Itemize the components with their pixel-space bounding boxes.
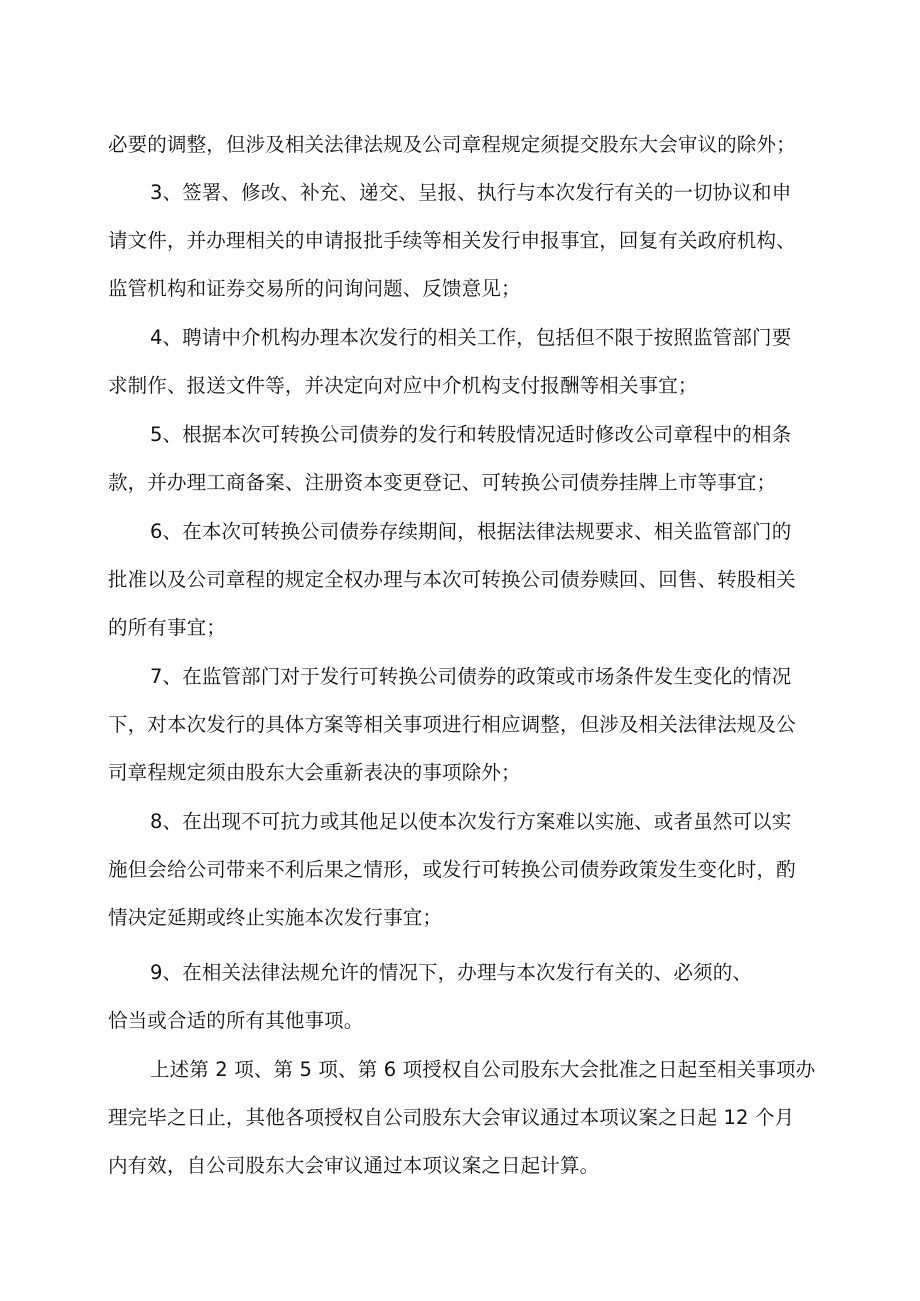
text-line: 批准以及公司章程的规定全权办理与本次可转换公司债券赎回、回售、转股相关 [108, 568, 796, 591]
summary-line: 上述第 2 项、第 5 项、第 6 项授权自公司股东大会批准之日起至相关事项办 [150, 1058, 816, 1081]
text-line: 的所有事宜； [108, 616, 226, 639]
item-4-line: 4、聘请中介机构办理本次发行的相关工作，包括但不限于按照监管部门要 [150, 326, 792, 349]
text-line: 施但会给公司带来不利后果之情形，或发行可转换公司债券政策发生变化时，酌 [108, 858, 796, 881]
text-line: 恰当或合适的所有其他事项。 [108, 1009, 364, 1032]
text-line: 监管机构和证券交易所的问询问题、反馈意见； [108, 277, 521, 300]
item-3-line: 3、签署、修改、补充、递交、呈报、执行与本次发行有关的一切协议和申 [150, 181, 792, 204]
item-6-line: 6、在本次可转换公司债券存续期间，根据法律法规要求、相关监管部门的 [150, 520, 792, 543]
text-line: 求制作、报送文件等，并决定向对应中介机构支付报酬等相关事宜； [108, 374, 698, 397]
text-line: 必要的调整，但涉及相关法律法规及公司章程规定须提交股东大会审议的除外； [108, 133, 796, 156]
text-line: 理完毕之日止，其他各项授权自公司股东大会审议通过本项议案之日起 12 个月 [108, 1106, 795, 1129]
item-9-line: 9、在相关法律法规允许的情况下，办理与本次发行有关的、必须的、 [150, 961, 753, 984]
text-line: 内有效，自公司股东大会审议通过本项议案之日起计算。 [108, 1154, 600, 1177]
item-5-line: 5、根据本次可转换公司债券的发行和转股情况适时修改公司章程中的相条 [150, 423, 792, 446]
item-7-line: 7、在监管部门对于发行可转换公司债券的政策或市场条件发生变化的情况 [150, 665, 792, 688]
text-line: 请文件，并办理相关的申请报批手续等相关发行申报事宜，回复有关政府机构、 [108, 229, 796, 252]
text-line: 款，并办理工商备案、注册资本变更登记、可转换公司债券挂牌上市等事宜； [108, 471, 777, 494]
text-line: 司章程规定须由股东大会重新表决的事项除外； [108, 761, 521, 784]
text-line: 情决定延期或终止实施本次发行事宜； [108, 906, 443, 929]
item-8-line: 8、在出现不可抗力或其他足以使本次发行方案难以实施、或者虽然可以实 [150, 810, 792, 833]
text-line: 下，对本次发行的具体方案等相关事项进行相应调整，但涉及相关法律法规及公 [108, 713, 796, 736]
